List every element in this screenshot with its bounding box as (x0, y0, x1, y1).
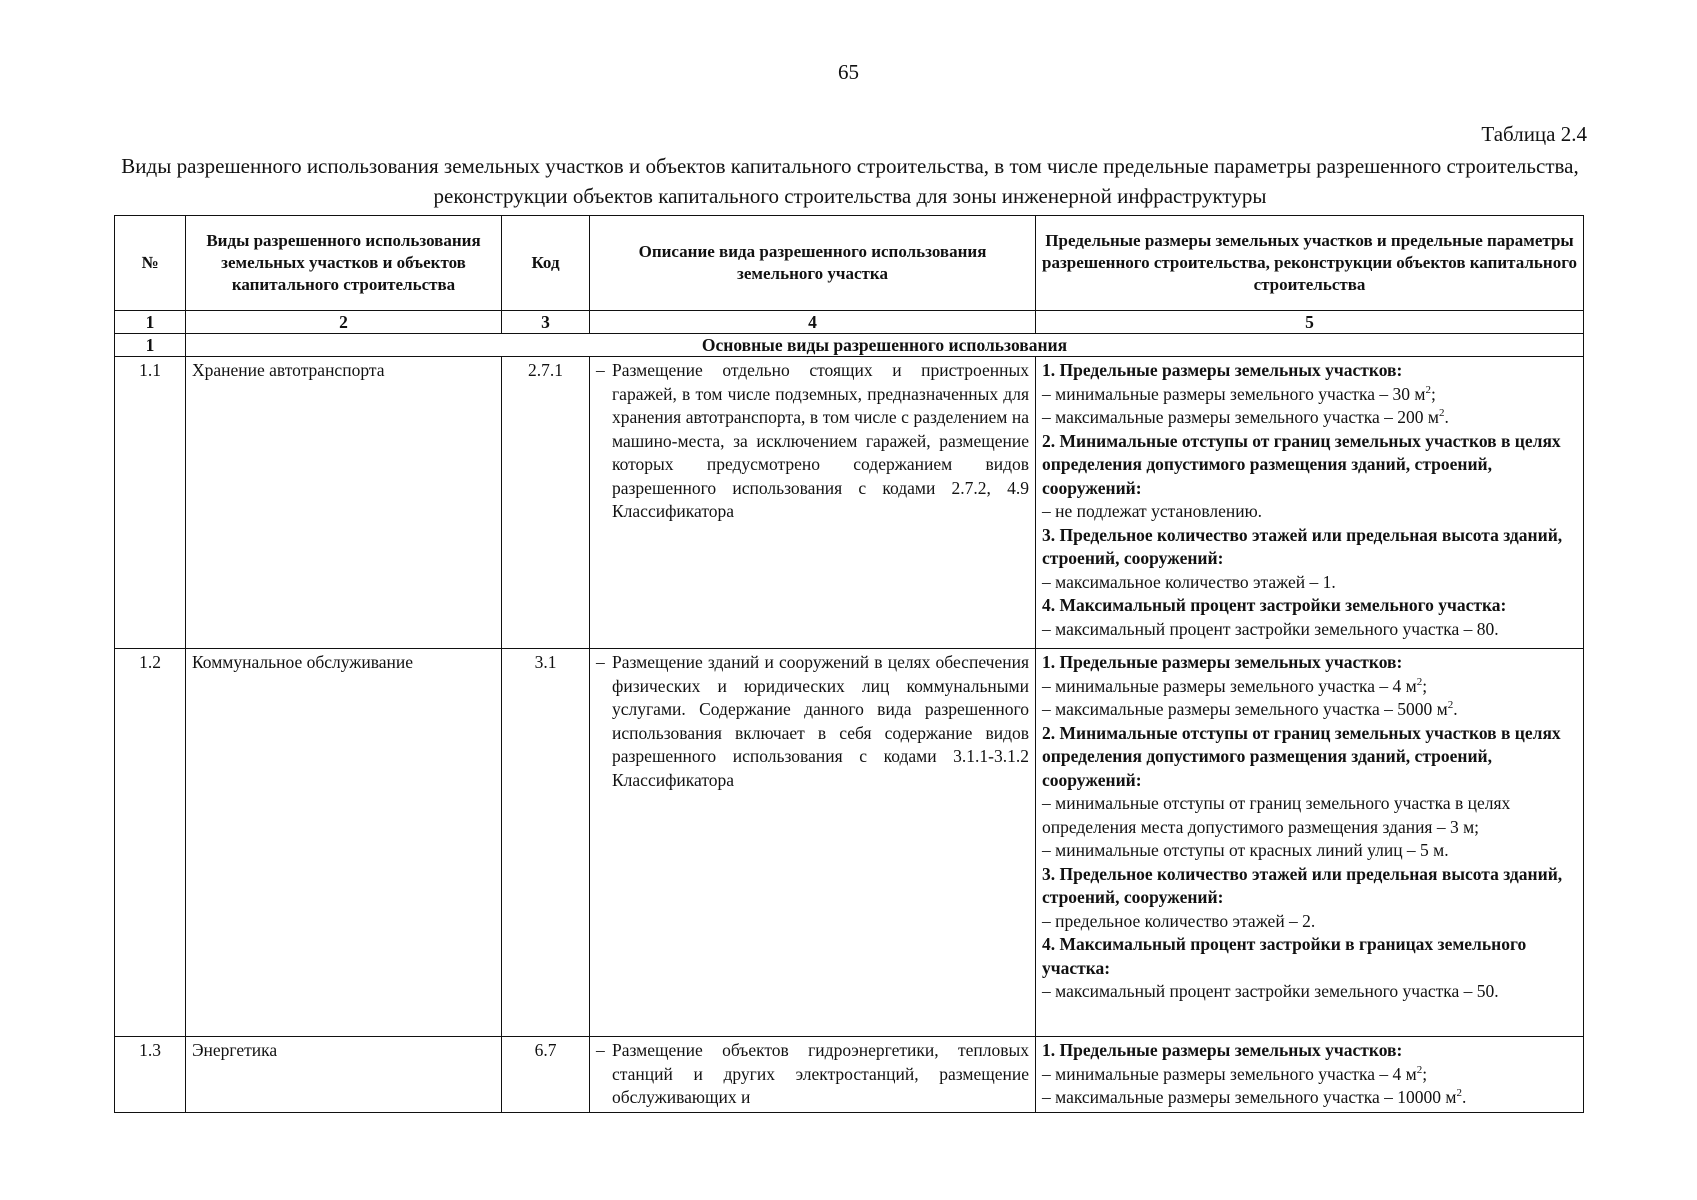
limits-heading: 1. Предельные размеры земельных участков: (1042, 652, 1403, 672)
punctuation: . (1453, 699, 1458, 719)
superscript: 2 (1416, 675, 1423, 688)
row-limits (1036, 1037, 1584, 1113)
header-limits: Предельные размеры земельных участков и предельные параметры разрешенного строительства, реконструкции объектов капитального строительства (1036, 216, 1584, 311)
row-code: 6.7 (502, 1037, 590, 1113)
column-number: 1 (115, 311, 186, 334)
row-code: 3.1 (502, 649, 590, 1037)
superscript: 2 (1456, 1087, 1462, 1100)
limits-text: – максимальные размеры земельного участка – 10000 м (1042, 1087, 1457, 1107)
limits-heading: 3. Предельное количество этажей или предельная высота зданий, строений, сооружений: (1042, 524, 1563, 568)
page-number: 65 (838, 60, 859, 84)
limits-line (1042, 675, 1577, 699)
row-limits (1036, 357, 1584, 649)
superscript: 2 (1438, 407, 1445, 420)
row-num: 1.1 (115, 357, 186, 649)
limits-text: – минимальные размеры земельного участка – 30 м (1042, 383, 1426, 404)
limits-text: – минимальные отступы от границ земельного участка в целях определения места допустимого размещения здания – 3 м; (1042, 793, 1511, 837)
limits-text: – максимальный процент застройки земельного участка – 80. (1042, 618, 1499, 639)
table-label: Таблица 2.4 (1481, 122, 1587, 146)
description-text: Размещение объектов гидроэнергетики, тепловых станций и других электростанций, размещение обслуживающих и (612, 1040, 1029, 1107)
description-text: Размещение отдельно стоящих и пристроенных гаражей, в том числе подземных, предназначенных для хранения автотранспорта, в том числе с разделением на машино-места, за исключением гаражей, размещение которых предусмотрено содержанием видов разрешенного использования с кодами 2.7.2, 4.9 Классификатора (612, 360, 1029, 521)
limits-text: – максимальное количество этажей – 1. (1042, 571, 1336, 592)
superscript: 2 (1447, 699, 1454, 712)
row-code: 2.7.1 (502, 357, 590, 649)
limits-heading: 4. Максимальный процент застройки в границах земельного участка: (1042, 934, 1527, 978)
column-number: 5 (1036, 311, 1584, 334)
limits-line (1042, 406, 1577, 430)
row-name: Коммунальное обслуживание (186, 649, 502, 1037)
limits-text: – не подлежат установлению. (1042, 501, 1263, 521)
punctuation: . (1444, 407, 1449, 427)
limits-line (1042, 1063, 1577, 1087)
column-number: 4 (590, 311, 1036, 334)
header-row (115, 216, 1584, 311)
limits-heading: 2. Минимальные отступы от границ земельных участков в целях определения допустимого размещения зданий, строений, сооружений: (1042, 722, 1561, 790)
limits-text: – минимальные размеры земельного участка – 4 м (1042, 675, 1417, 696)
limits-text: – минимальные размеры земельного участка – 4 м (1042, 1063, 1417, 1084)
punctuation: ; (1422, 1063, 1428, 1084)
table-row (115, 357, 1584, 649)
section-num: 1 (115, 334, 186, 357)
row-description (590, 357, 1036, 649)
row-description (590, 649, 1036, 1037)
row-description (590, 1037, 1036, 1113)
section-title: Основные виды разрешенного использования (186, 334, 1584, 357)
limits-line (1042, 698, 1577, 722)
header-num: № (115, 216, 186, 311)
row-name: Энергетика (186, 1037, 502, 1113)
limits-text: – предельное количество этажей – 2. (1042, 910, 1316, 931)
superscript: 2 (1425, 383, 1431, 396)
punctuation: ; (1422, 675, 1428, 696)
punctuation: ; (1430, 383, 1436, 404)
row-num: 1.3 (115, 1037, 186, 1113)
limits-heading: 4. Максимальный процент застройки земельного участка: (1042, 595, 1507, 615)
document-title: Виды разрешенного использования земельных участков и объектов капитального строительства, в том числе предельные параметры разрешенного строительства, реконструкции объектов капитального строительства для зоны инженерной инфраструктуры (121, 154, 1579, 208)
column-number-row (115, 311, 1584, 334)
limits-line (1042, 383, 1577, 407)
column-number: 2 (186, 311, 502, 334)
header-types: Виды разрешенного использования земельных участков и объектов капитального строительства (186, 216, 502, 311)
limits-text: – максимальные размеры земельного участка – 200 м (1042, 407, 1439, 427)
table-row (115, 1037, 1584, 1113)
limits-heading: 2. Минимальные отступы от границ земельных участков в целях определения допустимого размещения зданий, строений, сооружений: (1042, 430, 1561, 498)
limits-heading: 3. Предельное количество этажей или предельная высота зданий, строений, сооружений: (1042, 863, 1563, 907)
dash-marker: – (596, 652, 605, 672)
limits-heading: 1. Предельные размеры земельных участков: (1042, 1040, 1403, 1060)
dash-marker: – (596, 360, 605, 380)
row-name: Хранение автотранспорта (186, 357, 502, 649)
land-use-table (114, 215, 1584, 1113)
description-text: Размещение зданий и сооружений в целях обеспечения физических и юридических лиц коммунальными услугами. Содержание данного вида разрешенного использования включает в себя содержание видов разрешенного использования с кодами 3.1.1-3.1.2 Классификатора (612, 652, 1029, 790)
limits-text: – минимальные отступы от красных линий улиц – 5 м. (1042, 840, 1449, 860)
row-limits (1036, 649, 1584, 1037)
dash-marker: – (596, 1040, 605, 1060)
row-num: 1.2 (115, 649, 186, 1037)
limits-text: – максимальный процент застройки земельного участка – 50. (1042, 981, 1499, 1001)
column-number: 3 (502, 311, 590, 334)
header-code: Код (502, 216, 590, 311)
limits-heading: 1. Предельные размеры земельных участков: (1042, 360, 1403, 380)
superscript: 2 (1416, 1063, 1423, 1076)
limits-line (1042, 1086, 1577, 1110)
section-row (115, 334, 1584, 357)
limits-text: – максимальные размеры земельного участка – 5000 м (1042, 699, 1448, 719)
header-description: Описание вида разрешенного использования земельного участка (590, 216, 1036, 311)
table-row (115, 649, 1584, 1037)
punctuation: . (1461, 1087, 1467, 1107)
